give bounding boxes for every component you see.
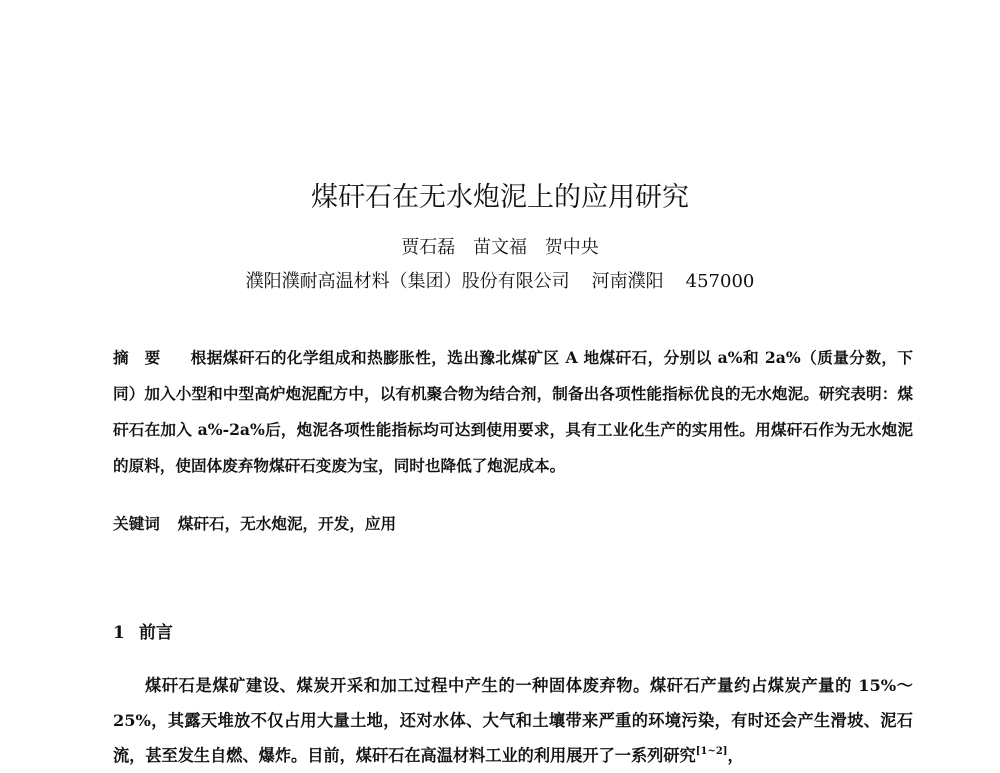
affiliation-postcode: 457000 (685, 271, 755, 292)
abstract-label: 摘要 (113, 348, 177, 367)
section-title: 前言 (138, 623, 173, 643)
abstract-block (113, 340, 913, 484)
affiliation-organization: 濮阳濮耐高温材料（集团）股份有限公司 (245, 271, 570, 292)
keywords-label: 关键词 (113, 514, 160, 533)
body-paragraph-text: 煤矸石是煤矿建设、煤炭开采和加工过程中产生的一种固体废弃物。煤矸石产量约占煤炭产量的 15%～25%，其露天堆放不仅占用大量土地，还对水体、大气和土壤带来严重的环境污染，有时还会产生滑坡、泥石流，甚至发生自燃、爆炸。目前，煤矸石在高温材料工业的利用展开了一系列研究 (113, 676, 913, 765)
author-list: 贾石磊 苗文福 贺中央 (401, 237, 599, 258)
citation-reference[interactable]: [1~2] (695, 746, 728, 757)
section-number: 1 (113, 623, 125, 643)
section-heading (113, 620, 173, 646)
body-paragraph-trailing: ， (727, 746, 744, 765)
affiliation-location: 河南濮阳 (591, 271, 664, 292)
paper-title: 煤矸石在无水炮泥上的应用研究 (311, 182, 689, 214)
body-paragraph (113, 668, 913, 773)
keywords-block (113, 512, 913, 536)
affiliation-line (0, 270, 1000, 294)
keywords-text: 煤矸石，无水炮泥，开发，应用 (177, 514, 397, 533)
abstract-text: 根据煤矸石的化学组成和热膨胀性，选出豫北煤矿区 A 地煤矸石，分别以 a%和 2a%（质量分数，下同）加入小型和中型高炉炮泥配方中，以有机聚合物为结合剂，制备出各项性能指标优良的无水炮泥。研究表明：煤矸石在加入 a%-2a%后，炮泥各项性能指标均可达到使用要求，具有工业化生产的实用性。用煤矸石作为无水炮泥的原料，使固体废弃物煤矸石变废为宝，同时也降低了炮泥成本。 (113, 348, 913, 475)
